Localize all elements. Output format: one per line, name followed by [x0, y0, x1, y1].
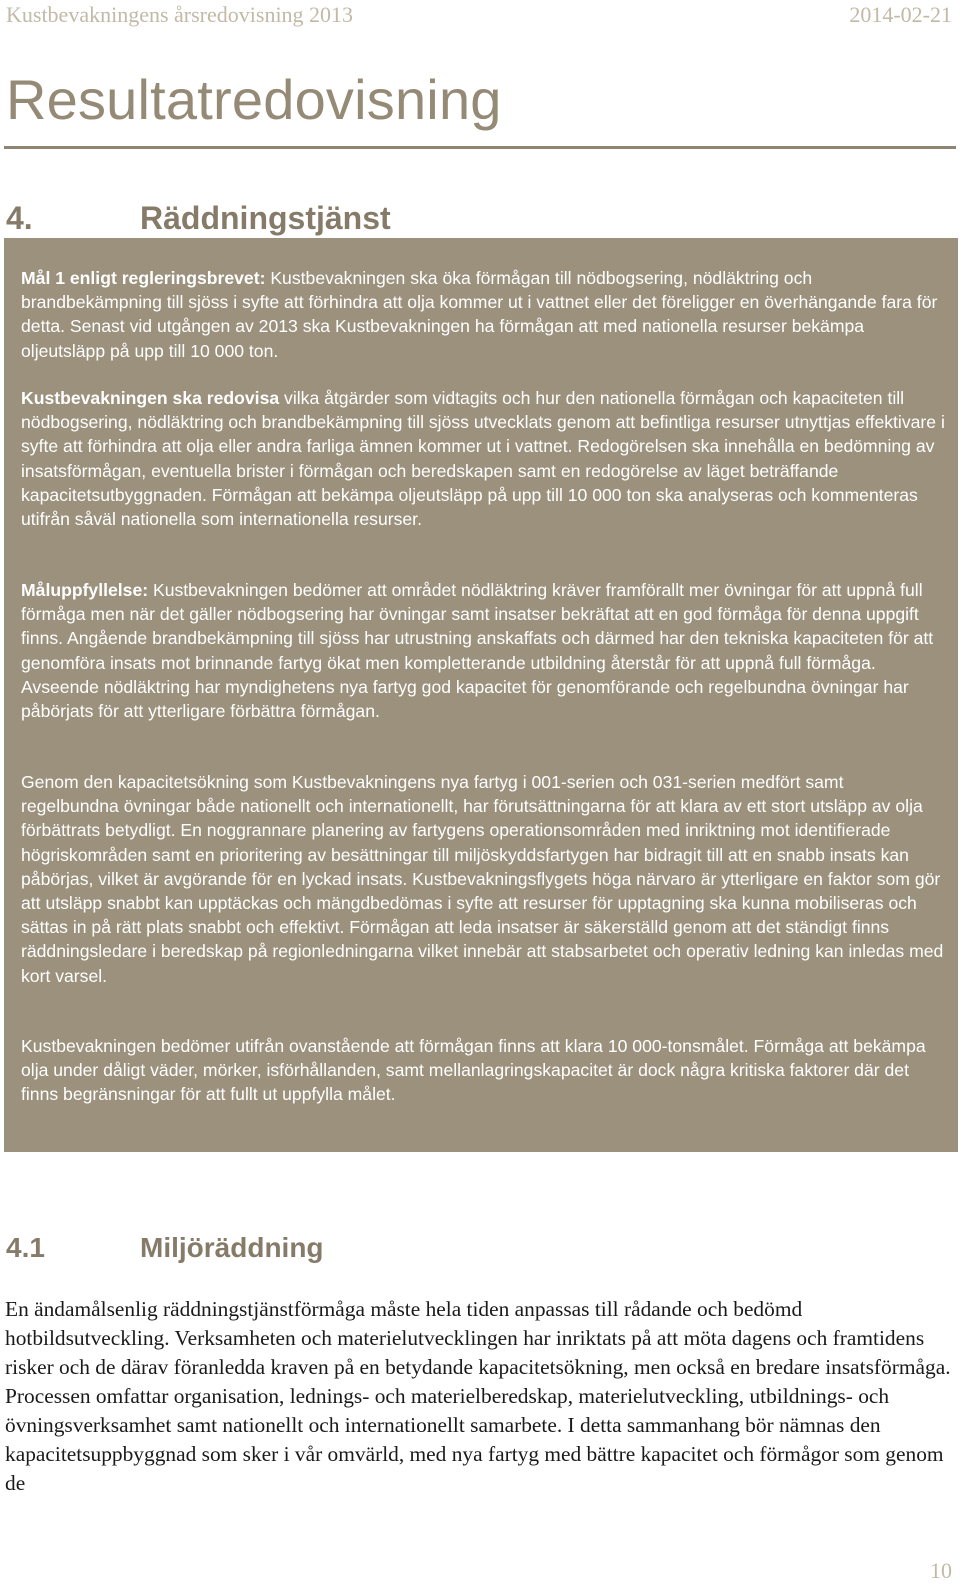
assessment-paragraph: Kustbevakningen bedömer utifrån ovanstående att förmågan finns att klara 10 000-tonsmålet. Förmåga att bekämpa olja under dåligt väder, mörker, isförhållanden, samt mellanlagringskapacitet är dock några kritiska faktorer där det finns begränsningar för att fullt ut uppfylla målet.: [21, 1036, 926, 1105]
subsection-heading: [6, 1232, 324, 1264]
goal-text: Kustbevakningen ska öka förmågan till nödbogsering, nödläktring och brandbekämpning till sjöss i syfte att förhindra att olja kommer ut i vattnet eller det föreligger en överhängande fara för detta. Senast vid utgången av 2013 ska Kustbevakningen ha förmågan att med nationella resurser bekämpa oljeutsläpp på upp till 10 000 ton.: [21, 268, 938, 361]
section-title: Räddningstjänst: [140, 200, 391, 236]
capacity-paragraph: Genom den kapacitetsökning som Kustbevakningens nya fartyg i 001-serien och 031-serien medfört samt regelbundna övningar både nationellt och internationellt, har förutsättningarna för att klara av ett stort utsläpp av olja förbättrats betydligt. En noggrannare planering av fartygens operationsområden med inriktning mot identifierade högriskområden samt en prioritering av besättningar till miljöskyddsfartygen har bidragit till att en snabb insats kan påbörjas, vilket är avgörande för en lyckad insats. Kustbevakningsflygets höga närvaro är ytterligare en faktor som gör att utsläpp snabbt kan upptäckas och mängdbedömas i syfte att resurser för upptagning ska kunna mobiliseras och sättas in på rätt plats snabbt och effektivt. Förmågan att leda insatser är säkerställd genom att det ständigt finns räddningsledare i beredskap på regionledningarna vilket innebär att stabsarbetet och operativ ledning kan inledas med kort varsel.: [21, 772, 944, 986]
header-doc-title: Kustbevakningens årsredovisning 2013: [6, 2, 354, 27]
page-number: 10: [930, 1558, 952, 1583]
fulfilment-label: Måluppfyllelse:: [21, 580, 149, 600]
section-number: 4.: [6, 200, 33, 236]
fulfilment-text: Kustbevakningen bedömer att området nödläktring kräver framförallt mer övningar för att uppnå full förmåga men när det gäller nödbogsering har övningar samt insatser bekräftat att en god förmåga för denna uppgift finns. Angående brandbekämpning till sjöss har utrustning anskaffats och därmed har den tekniska kapaciteten för att genomföra insats mot brinnande fartyg ökat men kompletterande utbildning återstår för att uppnå full förmåga. Avseende nödläktring har myndighetens nya fartyg god kapacitet för genomförande och regelbundna övningar har påbörjats för att ytterligare förbättra förmågan.: [21, 580, 934, 722]
subsection-number: 4.1: [6, 1232, 45, 1263]
page-title: Resultatredovisning: [6, 68, 502, 131]
header-date: 2014-02-21: [849, 2, 952, 27]
goal-paragraph: [21, 266, 945, 363]
reporting-paragraph: [21, 386, 945, 531]
reporting-label: Kustbevakningen ska redovisa: [21, 388, 280, 408]
subsection-title: Miljöräddning: [140, 1232, 324, 1263]
body-paragraph: En ändamålsenlig räddningstjänstförmåga måste hela tiden anpassas till rådande och bedömd hotbildsutveckling. Verksamheten och materielutvecklingen har inriktats på att möta dagens och framtidens risker och de därav föranledda kraven på en betydande kapacitetsökning, men också en bredare insatsförmåga. Processen omfattar organisation, lednings- och materielberedskap, materielutveckling, utbildnings- och övningsverksamhet samt nationellt och internationellt samarbete. I detta sammanhang bör nämnas den kapacitetsuppbyggnad som sker i vår omvärld, med nya fartyg med bättre kapacitet och förmågor som genom de: [5, 1297, 951, 1495]
reporting-text: vilka åtgärder som vidtagits och hur den nationella förmågan och kapaciteten till nödbogsering, nödläktring och brandbekämpning till sjöss utvecklats genom att befintliga resurser utnyttjas effektivare i syfte att förhindra att olja eller andra farliga ämnen kommer ut i vattnet. Redogörelsen ska innehålla en bedömning av insatsförmågan, eventuella brister i förmågan och beredskapen samt en redogörelse av läget beträffande kapacitetsutbyggnaden. Förmågan att bekämpa oljeutsläpp på upp till 10 000 ton ska analyseras och kommenteras utifrån såväl nationella som internationella resurser.: [21, 388, 945, 530]
fulfilment-paragraph: [21, 578, 945, 723]
section-heading: [6, 200, 391, 237]
goal-label: Mål 1 enligt regleringsbrevet:: [21, 268, 266, 288]
running-header: [6, 2, 952, 32]
title-divider: [4, 146, 956, 149]
